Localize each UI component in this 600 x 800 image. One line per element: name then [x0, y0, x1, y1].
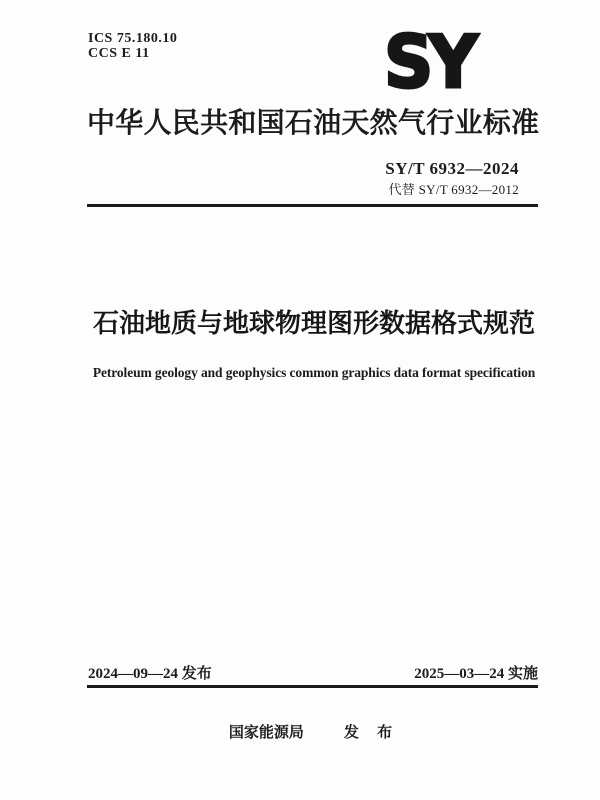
- issue-date: 2024—09—24 发布: [88, 666, 212, 682]
- issue-action-label: 发 布: [343, 724, 400, 741]
- document-title-cn: 石油地质与地球物理图形数据格式规范: [92, 308, 535, 338]
- dates-row: [88, 665, 538, 683]
- bottom-rule: [87, 685, 538, 688]
- classification-codes: [88, 31, 177, 61]
- issuer-line: [74, 723, 554, 742]
- standard-number: SY/T 6932—2024: [385, 159, 519, 178]
- sy-logo: SY: [384, 20, 474, 104]
- top-rule: [87, 204, 538, 207]
- standard-number-block: [385, 159, 519, 197]
- standard-category-title: 中华人民共和国石油天然气行业标准: [87, 107, 539, 138]
- issuer-name: 国家能源局: [228, 724, 304, 741]
- ics-code: ICS 75.180.10: [88, 31, 178, 46]
- superseded-standard-note: 代替 SY/T 6932—2012: [388, 182, 519, 197]
- ccs-code: CCS E 11: [88, 46, 150, 61]
- implementation-date: 2025—03—24 实施: [414, 666, 538, 682]
- document-title-en: Petroleum geology and geophysics common graphics data format specification: [92, 365, 536, 380]
